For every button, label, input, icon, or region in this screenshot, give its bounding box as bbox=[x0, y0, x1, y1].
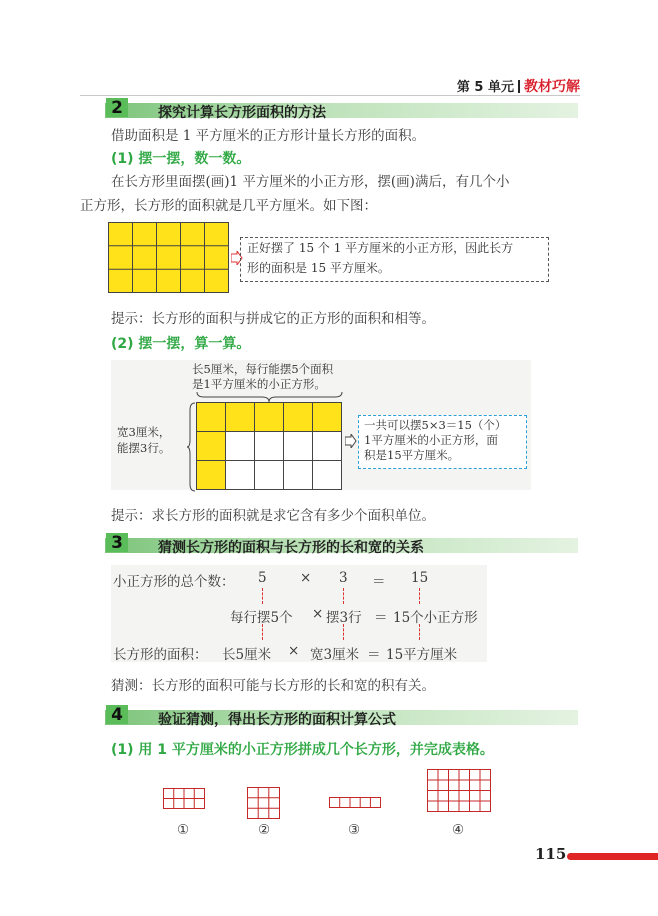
guess-text: 猜测：长方形的面积可能与长方形的长和宽的积有关。 bbox=[111, 678, 435, 694]
connector-line bbox=[343, 624, 344, 640]
connector-line bbox=[343, 588, 344, 604]
row-1-eq: ＝ bbox=[372, 574, 386, 590]
partial-grid bbox=[196, 402, 343, 491]
box-2-line-3: 积是15平方厘米。 bbox=[364, 448, 460, 462]
row-3-label: 长方形的面积： bbox=[113, 647, 208, 663]
unit-label: 第 5 单元 bbox=[456, 80, 514, 95]
section-4-badge: 4 bbox=[106, 705, 128, 724]
rectangle-label-1: ① bbox=[177, 822, 190, 838]
step-1-line-1: 在长方形里面摆(画)1 平方厘米的小正方形，摆(画)满后，有几个小 bbox=[111, 174, 510, 190]
connector-line bbox=[262, 624, 263, 640]
rectangle-label-2: ② bbox=[258, 822, 271, 838]
left-brace-icon bbox=[186, 402, 196, 492]
top-label-line-2: 是1平方厘米的小正方形。 bbox=[192, 377, 326, 391]
step-2-title: (2) 摆一摆，算一算。 bbox=[111, 336, 251, 352]
row-1-op: × bbox=[300, 570, 312, 586]
row-3-eq: ＝ bbox=[367, 647, 381, 663]
running-header bbox=[457, 76, 580, 96]
hint-2: 提示：求长方形的面积就是求它含有多少个面积单位。 bbox=[111, 508, 435, 524]
full-yellow-grid bbox=[108, 222, 230, 298]
row-2-eq: ＝ bbox=[374, 610, 388, 626]
rectangle-2 bbox=[247, 787, 281, 820]
left-label-line-2: 能摆3行。 bbox=[117, 441, 171, 455]
section-2-title: 探究计算长方形面积的方法 bbox=[158, 105, 326, 121]
row-1-b: 3 bbox=[339, 570, 348, 586]
yellow-grid-svg bbox=[108, 222, 230, 294]
row-3-c: 15平方厘米 bbox=[386, 647, 458, 663]
box-1-line-1: 正好摆了 15 个 1 平方厘米的小正方形，因此长方 bbox=[247, 241, 514, 255]
rectangle-1 bbox=[163, 788, 206, 810]
section-2-badge: 2 bbox=[106, 98, 128, 117]
rectangle-4 bbox=[427, 769, 492, 813]
rectangle-label-3: ③ bbox=[348, 822, 361, 838]
box-1-line-2: 形的面积是 15 平方厘米。 bbox=[247, 261, 390, 275]
row-1-c: 15 bbox=[411, 570, 429, 586]
brand-label: 教材巧解 bbox=[524, 79, 580, 95]
row-2-b: 摆3行 bbox=[326, 610, 362, 626]
footer-accent-bar bbox=[567, 853, 658, 860]
header-divider bbox=[80, 95, 580, 96]
rectangle-3 bbox=[329, 797, 382, 809]
row-3-op: × bbox=[288, 643, 300, 659]
section-3-title: 猜测长方形的面积与长方形的长和宽的关系 bbox=[158, 540, 424, 556]
row-1-label: 小正方形的总个数： bbox=[113, 574, 235, 590]
step-1-title: (1) 摆一摆，数一数。 bbox=[111, 151, 251, 167]
row-3-b: 宽3厘米 bbox=[310, 647, 360, 663]
arrow-icon bbox=[345, 434, 357, 448]
header-separator bbox=[518, 80, 520, 93]
section-3-badge: 3 bbox=[106, 533, 128, 552]
top-label-line-1: 长5厘米，每行能摆5个面积 bbox=[192, 362, 334, 376]
connector-line bbox=[262, 588, 263, 604]
row-2-c: 15个小正方形 bbox=[393, 610, 478, 626]
connector-line bbox=[419, 624, 420, 640]
row-2-a: 每行摆5个 bbox=[230, 610, 293, 626]
sec4-step-1-title: (1) 用 1 平方厘米的小正方形拼成几个长方形，并完成表格。 bbox=[111, 742, 494, 758]
step-1-line-2: 正方形，长方形的面积就是几平方厘米。如下图： bbox=[80, 198, 377, 214]
connector-line bbox=[419, 588, 420, 604]
section-2-intro: 借助面积是 1 平方厘米的正方形计量长方形的面积。 bbox=[111, 128, 426, 144]
row-1-a: 5 bbox=[258, 570, 267, 586]
row-3-a: 长5厘米 bbox=[222, 647, 272, 663]
box-2-line-1: 一共可以摆5×3＝15（个） bbox=[364, 418, 507, 432]
page-number: 115 bbox=[535, 845, 567, 863]
rectangle-label-4: ④ bbox=[452, 822, 465, 838]
box-2-line-2: 1平方厘米的小正方形，面 bbox=[364, 433, 498, 447]
hint-1: 提示：长方形的面积与拼成它的正方形的面积和相等。 bbox=[111, 311, 435, 327]
section-4-title: 验证猜测，得出长方形的面积计算公式 bbox=[158, 712, 396, 728]
row-2-op: × bbox=[312, 606, 324, 622]
left-label-line-1: 宽3厘米， bbox=[117, 425, 171, 439]
